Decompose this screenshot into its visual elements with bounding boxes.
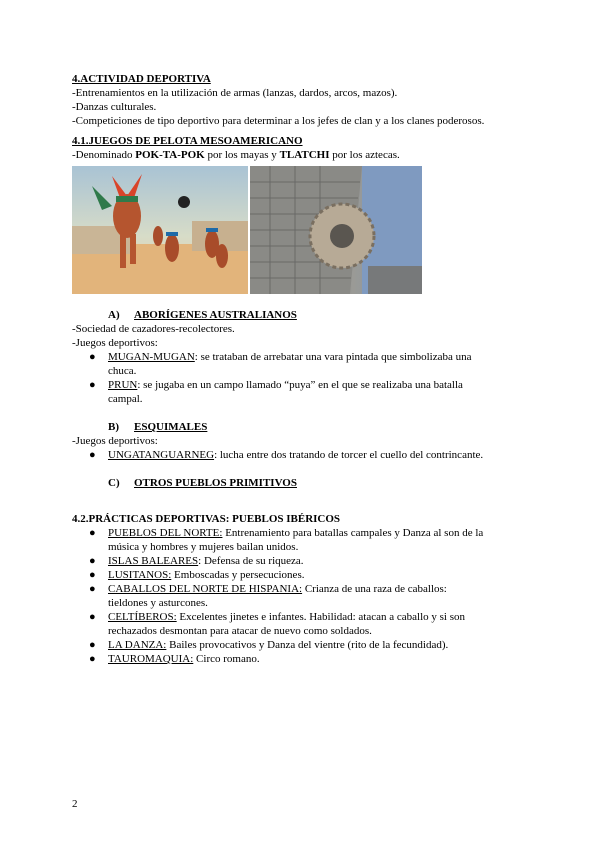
stone-ring-photo xyxy=(250,166,422,294)
list-item: ● UNGATANGUARNEG: lucha entre dos tratando de torcer el cuello del contrincante. xyxy=(89,449,484,461)
bullet-icon: ● xyxy=(89,569,96,581)
subheading-otros: C) OTROS PUEBLOS PRIMITIVOS xyxy=(108,477,297,489)
bullet-icon: ● xyxy=(89,611,96,623)
bullet-icon: ● xyxy=(89,379,96,391)
subheading-aborigenes: A) ABORÍGENES AUSTRALIANOS xyxy=(108,309,297,321)
bullet-icon: ● xyxy=(89,639,96,651)
section-heading-ibericos: 4.2.PRÁCTICAS DEPORTIVAS: PUEBLOS IBÉRICOS xyxy=(72,513,341,525)
text-line: -Entrenamientos en la utilización de armas (lanzas, dardos, arcos, mazos). xyxy=(72,87,398,99)
document-page xyxy=(72,72,532,666)
bullet-icon: ● xyxy=(89,555,96,567)
list-item: ● LA DANZA: Bailes provocativos y Danza del vientre (rito de la fecundidad). xyxy=(89,639,449,651)
pelota-intro: -Denominado POK-TA-POK por los mayas y TLATCHI por los aztecas. xyxy=(72,149,400,161)
bullet-icon: ● xyxy=(89,449,96,461)
subheading-esquimales: B) ESQUIMALES xyxy=(108,421,208,433)
text-line: -Competiciones de tipo deportivo para determinar a los jefes de clan y a los clanes poderosos. xyxy=(72,115,485,127)
ballgame-illustration xyxy=(72,166,248,294)
images-row xyxy=(72,166,532,294)
esquimales-list xyxy=(72,448,532,462)
list-item: ● LUSITANOS: Emboscadas y persecuciones. xyxy=(89,569,305,581)
list-item: ● TAUROMAQUIA: Circo romano. xyxy=(89,653,260,665)
list-item: ● PRUN: se jugaba en un campo llamado “puya” en el que se realizaba una batalla campal. xyxy=(89,379,463,405)
text-line: -Juegos deportivos: xyxy=(72,337,158,349)
aborigenes-list xyxy=(72,350,532,406)
section-heading-actividad: 4.ACTIVIDAD DEPORTIVA xyxy=(72,73,211,85)
list-item: ● PUEBLOS DEL NORTE: Entrenamiento para batallas campales y Danza al son de la música y hombres y mujeres bailan unidos. xyxy=(89,527,484,553)
section-heading-pelota: 4.1.JUEGOS DE PELOTA MESOAMERICANO xyxy=(72,135,303,147)
text-line: -Danzas culturales. xyxy=(72,101,157,113)
bullet-icon: ● xyxy=(89,351,96,363)
list-item: ● MUGAN-MUGAN: se trataban de arrebatar una vara pintada que simbolizaba una chuca. xyxy=(89,351,472,377)
page-number: 2 xyxy=(72,798,78,810)
bullet-icon: ● xyxy=(89,527,96,539)
ibericos-list xyxy=(72,526,532,666)
text-line: -Juegos deportivos: xyxy=(72,435,158,447)
list-item: ● CABALLOS DEL NORTE DE HISPANIA: Crianza de una raza de caballos: tieldones y asturcones. xyxy=(89,583,447,609)
list-item: ● ISLAS BALEARES: Defensa de su riqueza. xyxy=(89,555,304,567)
text-line: -Sociedad de cazadores-recolectores. xyxy=(72,323,235,335)
bullet-icon: ● xyxy=(89,653,96,665)
bullet-icon: ● xyxy=(89,583,96,595)
list-item: ● CELTÍBEROS: Excelentes jinetes e infantes. Habilidad: atacan a caballo y si son rechazados desmontan para atacar de nuevo como soldados. xyxy=(89,611,466,637)
